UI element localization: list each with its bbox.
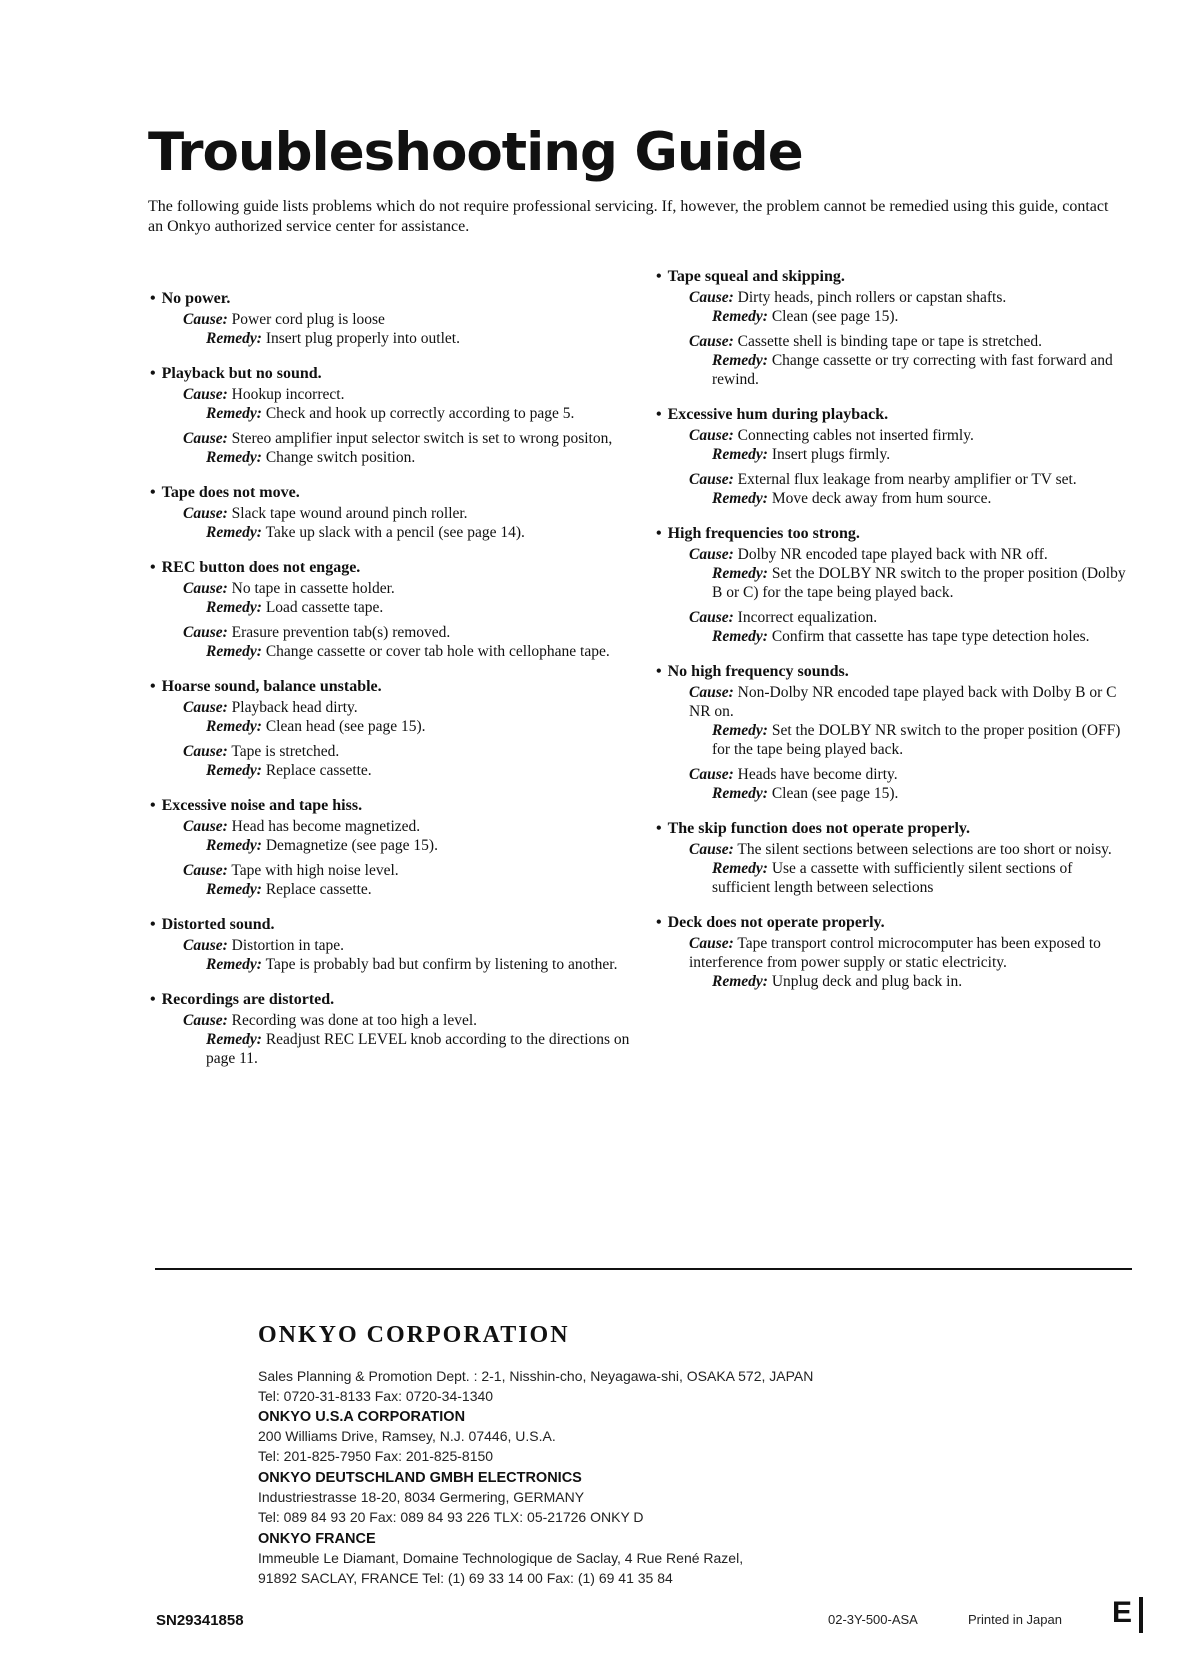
- cause-text: Head has become magnetized.: [231, 818, 421, 835]
- remedy-text: Change switch position.: [265, 449, 416, 466]
- document-code: 02-3Y-500-ASA: [828, 1612, 918, 1627]
- remedy-text: Confirm that cassette has tape type detection holes.: [771, 628, 1090, 645]
- cause-label: Cause:: [689, 471, 734, 488]
- remedy-text: Insert plug properly into outlet.: [265, 330, 460, 347]
- cause-line: [150, 861, 630, 880]
- cause-line: [656, 934, 1126, 972]
- cause-line: [656, 840, 1126, 859]
- cause-label: Cause:: [689, 935, 734, 952]
- problem-heading: • Deck does not operate properly.: [656, 914, 1126, 932]
- problem-heading: • Hoarse sound, balance unstable.: [150, 678, 630, 696]
- problem-item: [150, 290, 630, 348]
- cause-remedy-pair: [150, 579, 630, 617]
- remedy-label: Remedy:: [712, 446, 768, 463]
- problem-heading: • High frequencies too strong.: [656, 525, 1126, 543]
- office-france: [258, 1530, 958, 1588]
- cause-text: Hookup incorrect.: [231, 386, 345, 403]
- cause-line: [656, 470, 1126, 489]
- problem-item: [150, 797, 630, 899]
- problem-heading: • Recordings are distorted.: [150, 991, 630, 1009]
- cause-line: [150, 623, 630, 642]
- problem-heading: • Tape does not move.: [150, 484, 630, 502]
- cause-remedy-pair: [656, 683, 1126, 759]
- cause-line: [656, 288, 1126, 307]
- remedy-text: Load cassette tape.: [265, 599, 384, 616]
- remedy-text: Replace cassette.: [265, 881, 372, 898]
- remedy-line: [150, 523, 630, 542]
- problem-item: [150, 484, 630, 542]
- remedy-line: [150, 955, 630, 974]
- cause-text: Recording was done at too high a level.: [231, 1012, 478, 1029]
- remedy-text: Move deck away from hum source.: [771, 490, 992, 507]
- office-germany: [258, 1469, 958, 1527]
- problem-item: [656, 406, 1126, 508]
- cause-label: Cause:: [689, 841, 734, 858]
- problem-item: [656, 820, 1126, 897]
- remedy-text: Clean (see page 15).: [771, 785, 899, 802]
- remedy-line: [150, 598, 630, 617]
- cause-remedy-pair: [150, 861, 630, 899]
- remedy-line: [656, 564, 1126, 602]
- remedy-line: [150, 642, 630, 661]
- remedy-label: Remedy:: [206, 643, 262, 660]
- intro-text: The following guide lists problems which do not require professional servicing. If, however, the problem cannot be remedied using this guide, contact an Onkyo authorized service center for assistance.: [148, 198, 1109, 235]
- remedy-label: Remedy:: [712, 628, 768, 645]
- problem-heading: • The skip function does not operate properly.: [656, 820, 1126, 838]
- problem-heading: • Playback but no sound.: [150, 365, 630, 383]
- cause-line: [656, 545, 1126, 564]
- remedy-label: Remedy:: [206, 837, 262, 854]
- remedy-label: Remedy:: [206, 718, 262, 735]
- problem-item: [150, 559, 630, 661]
- remedy-text: Change cassette or try correcting with fast forward and rewind.: [712, 352, 1113, 388]
- remedy-label: Remedy:: [712, 565, 768, 582]
- cause-text: Stereo amplifier input selector switch is set to wrong positon,: [231, 430, 613, 447]
- cause-line: [656, 608, 1126, 627]
- cause-label: Cause:: [183, 430, 228, 447]
- remedy-text: Clean (see page 15).: [771, 308, 899, 325]
- cause-remedy-pair: [150, 1011, 630, 1068]
- remedy-text: Change cassette or cover tab hole with cellophane tape.: [265, 643, 610, 660]
- remedy-text: Check and hook up correctly according to page 5.: [265, 405, 575, 422]
- remedy-text: Demagnetize (see page 15).: [265, 837, 438, 854]
- cause-text: Tape with high noise level.: [231, 862, 399, 879]
- problem-item: [656, 914, 1126, 991]
- cause-remedy-pair: [656, 765, 1126, 803]
- cause-label: Cause:: [183, 699, 228, 716]
- footer-divider: [155, 1268, 1132, 1270]
- hq-address-line: Sales Planning & Promotion Dept. : 2-1, Nisshin-cho, Neyagawa-shi, OSAKA 572, JAPAN: [258, 1368, 814, 1384]
- cause-text: Distortion in tape.: [231, 937, 345, 954]
- cause-line: [150, 385, 630, 404]
- cause-line: [656, 426, 1126, 445]
- cause-remedy-pair: [150, 429, 630, 467]
- office-contact: 91892 SACLAY, FRANCE Tel: (1) 69 33 14 00 Fax: (1) 69 41 35 84: [258, 1569, 673, 1586]
- problem-item: [656, 663, 1126, 803]
- remedy-label: Remedy:: [206, 762, 262, 779]
- cause-line: [656, 683, 1126, 721]
- cause-label: Cause:: [183, 580, 228, 597]
- remedy-line: [656, 307, 1126, 326]
- cause-remedy-pair: [150, 385, 630, 423]
- problem-item: [150, 365, 630, 467]
- office-name: ONKYO FRANCE: [258, 1531, 376, 1547]
- problem-item: [656, 525, 1126, 646]
- language-mark: [1112, 1597, 1142, 1629]
- cause-line: [656, 332, 1126, 351]
- cause-text: No tape in cassette holder.: [231, 580, 395, 597]
- right-column: [656, 268, 1126, 1008]
- office-contact: Tel: 089 84 93 20 Fax: 089 84 93 226 TLX: 05-21726 ONKY D: [258, 1508, 644, 1525]
- problem-item: [150, 916, 630, 974]
- cause-text: External flux leakage from nearby amplifier or TV set.: [737, 471, 1077, 488]
- remedy-label: Remedy:: [712, 490, 768, 507]
- problem-heading: • No power.: [150, 290, 630, 308]
- printed-in-label: Printed in Japan: [968, 1612, 1062, 1627]
- cause-line: [150, 1011, 630, 1030]
- cause-remedy-pair: [656, 545, 1126, 602]
- corporation-block: [258, 1322, 958, 1591]
- remedy-line: [656, 351, 1126, 389]
- cause-text: Dolby NR encoded tape played back with NR off.: [737, 546, 1048, 563]
- remedy-text: Unplug deck and plug back in.: [771, 973, 963, 990]
- problem-heading: • No high frequency sounds.: [656, 663, 1126, 681]
- cause-remedy-pair: [150, 310, 630, 348]
- problem-heading: • REC button does not engage.: [150, 559, 630, 577]
- remedy-label: Remedy:: [206, 449, 262, 466]
- cause-text: Heads have become dirty.: [737, 766, 898, 783]
- office-name: ONKYO U.S.A CORPORATION: [258, 1409, 466, 1425]
- cause-line: [150, 504, 630, 523]
- language-mark-letter: E: [1112, 1596, 1133, 1629]
- cause-remedy-pair: [150, 504, 630, 542]
- cause-label: Cause:: [689, 333, 734, 350]
- cause-line: [150, 936, 630, 955]
- remedy-label: Remedy:: [206, 330, 262, 347]
- remedy-label: Remedy:: [712, 785, 768, 802]
- cause-text: Dirty heads, pinch rollers or capstan shafts.: [737, 289, 1007, 306]
- cause-remedy-pair: [656, 426, 1126, 464]
- remedy-line: [150, 404, 630, 423]
- page-title: Troubleshooting Guide: [148, 122, 803, 183]
- problem-item: [150, 991, 630, 1068]
- cause-line: [150, 310, 630, 329]
- serial-number: SN29341858: [156, 1612, 244, 1629]
- office-usa: [258, 1408, 958, 1466]
- cause-remedy-pair: [656, 332, 1126, 389]
- remedy-line: [150, 717, 630, 736]
- remedy-text: Take up slack with a pencil (see page 14).: [265, 524, 525, 541]
- remedy-label: Remedy:: [206, 599, 262, 616]
- cause-label: Cause:: [689, 289, 734, 306]
- cause-label: Cause:: [689, 684, 734, 701]
- office-address: 200 Williams Drive, Ramsey, N.J. 07446, U.S.A.: [258, 1428, 556, 1444]
- cause-remedy-pair: [150, 623, 630, 661]
- cause-text: The silent sections between selections are too short or noisy.: [737, 841, 1112, 858]
- cause-label: Cause:: [183, 386, 228, 403]
- remedy-text: Set the DOLBY NR switch to the proper position (Dolby B or C) for the tape being played back.: [712, 565, 1126, 601]
- cause-text: Slack tape wound around pinch roller.: [231, 505, 468, 522]
- problem-heading: • Tape squeal and skipping.: [656, 268, 1126, 286]
- cause-text: Connecting cables not inserted firmly.: [737, 427, 974, 444]
- office-name: ONKYO DEUTSCHLAND GMBH ELECTRONICS: [258, 1470, 582, 1486]
- remedy-label: Remedy:: [206, 405, 262, 422]
- remedy-line: [150, 1030, 630, 1068]
- office-contact: Tel: 201-825-7950 Fax: 201-825-8150: [258, 1447, 494, 1464]
- cause-text: Playback head dirty.: [231, 699, 358, 716]
- problem-heading: • Excessive hum during playback.: [656, 406, 1126, 424]
- remedy-line: [150, 880, 630, 899]
- cause-remedy-pair: [656, 934, 1126, 991]
- cause-remedy-pair: [656, 470, 1126, 508]
- remedy-line: [150, 448, 630, 467]
- remedy-label: Remedy:: [712, 973, 768, 990]
- remedy-label: Remedy:: [712, 722, 768, 739]
- problem-heading: • Distorted sound.: [150, 916, 630, 934]
- remedy-text: Use a cassette with sufficiently silent sections of sufficient length between selections: [712, 860, 1073, 896]
- remedy-line: [656, 445, 1126, 464]
- remedy-label: Remedy:: [206, 881, 262, 898]
- cause-label: Cause:: [689, 427, 734, 444]
- remedy-line: [656, 784, 1126, 803]
- cause-label: Cause:: [689, 546, 734, 563]
- remedy-line: [150, 761, 630, 780]
- cause-line: [150, 742, 630, 761]
- cause-remedy-pair: [150, 817, 630, 855]
- cause-remedy-pair: [656, 288, 1126, 326]
- remedy-text: Readjust REC LEVEL knob according to the directions on page 11.: [206, 1031, 630, 1067]
- cause-line: [150, 698, 630, 717]
- remedy-line: [656, 489, 1126, 508]
- remedy-line: [656, 859, 1126, 897]
- cause-text: Cassette shell is binding tape or tape is stretched.: [737, 333, 1043, 350]
- remedy-text: Tape is probably bad but confirm by listening to another.: [265, 956, 618, 973]
- cause-label: Cause:: [183, 743, 228, 760]
- cause-label: Cause:: [183, 1012, 228, 1029]
- cause-remedy-pair: [150, 698, 630, 736]
- cause-label: Cause:: [183, 862, 228, 879]
- problem-heading: • Excessive noise and tape hiss.: [150, 797, 630, 815]
- cause-text: Erasure prevention tab(s) removed.: [231, 624, 451, 641]
- cause-text: Tape transport control microcomputer has been exposed to interference from power supply or static electricity.: [689, 935, 1101, 971]
- cause-label: Cause:: [183, 505, 228, 522]
- remedy-text: Set the DOLBY NR switch to the proper position (OFF) for the tape being played back.: [712, 722, 1121, 758]
- office-address: Immeuble Le Diamant, Domaine Technologique de Saclay, 4 Rue René Razel,: [258, 1550, 744, 1566]
- cause-label: Cause:: [183, 311, 228, 328]
- hq-contact-line: Tel: 0720-31-8133 Fax: 0720-34-1340: [258, 1387, 494, 1404]
- remedy-line: [656, 721, 1126, 759]
- cause-label: Cause:: [689, 609, 734, 626]
- corporation-name: ONKYO CORPORATION: [258, 1322, 570, 1348]
- language-mark-bar: [1139, 1597, 1143, 1633]
- cause-label: Cause:: [689, 766, 734, 783]
- problem-item: [150, 678, 630, 780]
- remedy-label: Remedy:: [712, 860, 768, 877]
- left-column: [150, 290, 630, 1085]
- problem-item: [656, 268, 1126, 389]
- cause-line: [150, 817, 630, 836]
- cause-label: Cause:: [183, 937, 228, 954]
- cause-line: [150, 429, 630, 448]
- cause-text: Tape is stretched.: [231, 743, 340, 760]
- cause-remedy-pair: [656, 840, 1126, 897]
- remedy-text: Replace cassette.: [265, 762, 372, 779]
- remedy-line: [150, 836, 630, 855]
- cause-remedy-pair: [656, 608, 1126, 646]
- remedy-text: Insert plugs firmly.: [771, 446, 891, 463]
- hq-address: [258, 1367, 958, 1406]
- remedy-label: Remedy:: [206, 1031, 262, 1048]
- remedy-label: Remedy:: [712, 352, 768, 369]
- cause-text: Non-Dolby NR encoded tape played back with Dolby B or C NR on.: [689, 684, 1117, 720]
- office-address: Industriestrasse 18-20, 8034 Germering, GERMANY: [258, 1489, 585, 1505]
- cause-line: [656, 765, 1126, 784]
- remedy-line: [150, 329, 630, 348]
- remedy-line: [656, 972, 1126, 991]
- cause-text: Power cord plug is loose: [231, 311, 385, 328]
- remedy-label: Remedy:: [206, 956, 262, 973]
- cause-label: Cause:: [183, 818, 228, 835]
- cause-remedy-pair: [150, 936, 630, 974]
- remedy-line: [656, 627, 1126, 646]
- remedy-label: Remedy:: [206, 524, 262, 541]
- cause-remedy-pair: [150, 742, 630, 780]
- cause-label: Cause:: [183, 624, 228, 641]
- remedy-text: Clean head (see page 15).: [265, 718, 426, 735]
- remedy-label: Remedy:: [712, 308, 768, 325]
- cause-text: Incorrect equalization.: [737, 609, 878, 626]
- cause-line: [150, 579, 630, 598]
